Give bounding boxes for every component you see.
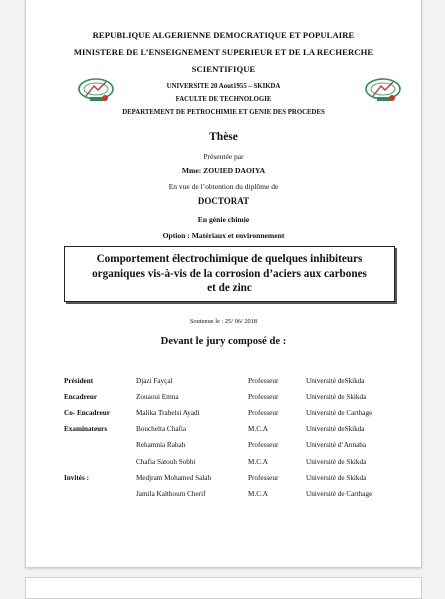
- thesis-title-line: Comportement électrochimique de quelques inhibiteurs: [96, 253, 363, 266]
- jury-grade: Professeur: [248, 377, 279, 385]
- next-page-edge: [25, 577, 422, 599]
- jury-role: Invités :: [64, 474, 89, 482]
- university-name: UNIVERSITE 20 Aout1955 – SKIKDA: [166, 83, 281, 90]
- ministry-header: MINISTERE DE L’ENSEIGNEMENT SUPERIEUR ET DE LA RECHERCHE: [73, 47, 374, 57]
- jury-name: Malika Trabelsi Ayadi: [136, 409, 200, 417]
- jury-institution: Université deSkikda: [306, 377, 365, 385]
- department-name: DEPARTEMENT DE PETROCHIMIE ET GENIE DES PROCEDES: [122, 109, 325, 116]
- thesis-title-box: [64, 246, 395, 302]
- university-logo-right: [363, 76, 403, 104]
- scientific-header: SCIENTIFIQUE: [191, 64, 256, 74]
- field-name: En génie chimie: [197, 215, 250, 224]
- jury-grade: Professeur: [248, 393, 279, 401]
- jury-grade: Professeur: [248, 474, 279, 482]
- university-logo-left: [76, 76, 116, 104]
- jury-name: Medjram Mohamed Salah: [136, 474, 212, 482]
- author-name: Mme: ZOUIED DAOIYA: [181, 166, 266, 175]
- presented-by: Présentée par: [203, 152, 244, 161]
- jury-role: Co- Encadreur: [64, 409, 110, 417]
- option-name: Option : Matériaux et environnement: [162, 231, 285, 240]
- jury-grade: Professeur: [248, 441, 279, 449]
- defense-date: Soutenue le : 25/ 06/ 2018: [189, 318, 258, 325]
- thesis-title-line: organiques vis-à-vis de la corrosion d’aciers aux carbones: [92, 267, 367, 280]
- jury-role: Encadreur: [64, 393, 98, 401]
- jury-name: Bouchelta Chafia: [136, 425, 187, 433]
- document-page: [25, 0, 422, 568]
- obtention-text: En vue de l’obtention du diplôme de: [168, 182, 279, 191]
- republic-header: REPUBLIQUE ALGERIENNE DEMOCRATIQUE ET POPULAIRE: [92, 30, 355, 40]
- jury-role: Président: [64, 377, 94, 385]
- jury-institution: Université de Skikda: [306, 474, 367, 482]
- jury-name: Chafia Satouh Sobhi: [136, 458, 196, 466]
- jury-grade: M.C.A: [248, 458, 268, 466]
- jury-institution: Université de Skikda: [306, 393, 367, 401]
- jury-grade: M.C.A: [248, 425, 268, 433]
- jury-heading: Devant le jury composé de :: [160, 336, 287, 347]
- jury-grade: Professeur: [248, 409, 279, 417]
- jury-institution: Université de Carthage: [306, 409, 373, 417]
- jury-name: Jamila Kalthoum Cherif: [136, 490, 206, 498]
- thesis-title-line: et de zinc: [207, 282, 252, 295]
- jury-role: Examinateurs: [64, 425, 108, 433]
- jury-name: Zouaoui Emna: [136, 393, 179, 401]
- jury-grade: M.C.A: [248, 490, 268, 498]
- thesis-label: Thèse: [209, 131, 238, 143]
- jury-institution: Université deSkikda: [306, 425, 365, 433]
- jury-institution: Université de Carthage: [306, 490, 373, 498]
- jury-institution: Université de Skikda: [306, 458, 367, 466]
- jury-name: Rehamnia Rabah: [136, 441, 186, 449]
- diploma-name: DOCTORAT: [197, 196, 250, 206]
- faculty-name: FACULTE DE TECHNOLOGIE: [175, 96, 272, 103]
- jury-institution: Université d’Annaba: [306, 441, 367, 449]
- jury-name: Djazi Fayçal: [136, 377, 173, 385]
